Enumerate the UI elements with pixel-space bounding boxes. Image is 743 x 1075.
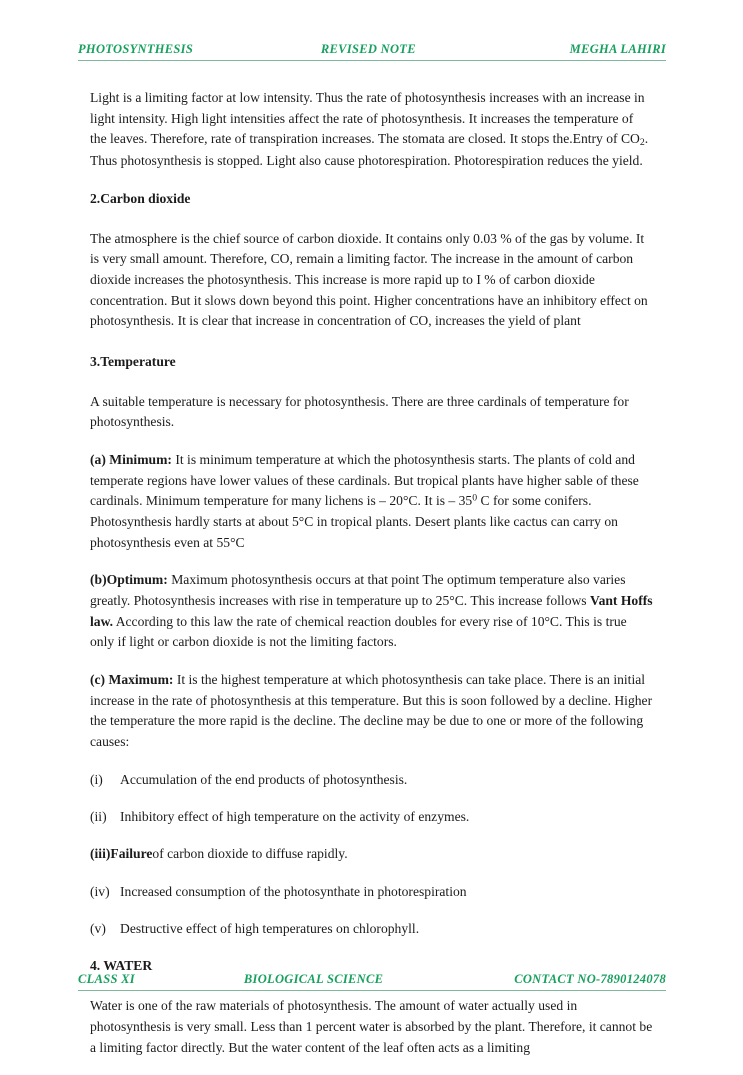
header-center-title: REVISED NOTE (320, 42, 416, 56)
footer-contact: CONTACT NO-7890124078 (514, 972, 666, 986)
paragraph-carbon-dioxide: The atmosphere is the chief source of carbon dioxide. It contains only 0.03 % of the gas by volume. It is very small amount. Therefore, CO, remain a limiting factor. The increase in the amount of carbon dioxide increases the photosynthesis. This increase is more rapid up to I % of carbon dioxide concentration. But it slows down beyond this point. Higher concentrations have an inhibitory effect on photosynthesis. It is clear that increase in concentration of CO, increases the yield of plant (90, 230, 648, 329)
list-item (90, 770, 653, 790)
list-item-text: Inhibitory effect of high temperature on the activity of enzymes. (120, 808, 470, 824)
paragraph-maximum (90, 670, 653, 753)
paragraph-temperature-intro: A suitable temperature is necessary for photosynthesis. There are three cardinals of temperature for photosynthesis. (90, 393, 629, 430)
vant-hoffs-law-emphasis: Vant Hoffs law. (90, 592, 653, 629)
causes-list (90, 770, 653, 940)
optimum-text-part1: Maximum photosynthesis occurs at that point The optimum temperature also varies greatly. Photosynthesis increases with rise in temperature up to 25°C. This increase follows (90, 572, 626, 608)
list-item-text: of carbon dioxide to diffuse rapidly. (152, 846, 348, 862)
header-left-title: PHOTOSYNTHESIS (78, 42, 194, 56)
maximum-text: It is the highest temperature at which photosynthesis can take place. There is an initial increase in the rate of photosynthesis at this temperature. But this is soon followed by a decline. Higher the temperature the more rapid is the decline. The decline may be due to one or more of the following causes: (90, 671, 653, 749)
document-body (90, 88, 653, 1075)
co2-subscript: 2 (639, 137, 645, 149)
paragraph-light-part1: Light is a limiting factor at low intensity. Thus the rate of photosynthesis increases with an increase in light intensity. High light intensities affect the rate of photosynthesis. It increases the temperature of the leaves. Therefore, rate of transpiration increases. The stomata are closed. It stops the.Entry of CO (90, 90, 645, 147)
list-item (90, 844, 653, 864)
page-footer (78, 972, 666, 991)
heading-carbon-dioxide: 2.Carbon dioxide (90, 191, 191, 206)
list-item-text: Destructive effect of high temperatures on chlorophyll. (120, 921, 420, 937)
paragraph-minimum (90, 450, 653, 553)
paragraph-light-limiting-factor (90, 88, 653, 172)
header-right-author: MEGHA LAHIRI (569, 42, 666, 56)
list-item (90, 807, 653, 827)
list-item-text: Increased consumption of the photosynthate in photorespiration (120, 883, 467, 899)
paragraph-light-part2: . Thus photosynthesis is stopped. Light also cause photorespiration. Photorespiration reduces the yield. (90, 131, 649, 169)
list-item-marker: (v) (90, 921, 106, 937)
degree-superscript: 0 (472, 492, 478, 504)
list-item-marker: (iii)Failure (90, 846, 153, 862)
page-header (78, 42, 666, 61)
list-item-marker: (ii) (90, 808, 107, 824)
heading-water: 4. WATER (90, 958, 153, 974)
heading-temperature: 3.Temperature (90, 353, 176, 369)
minimum-label: (a) Minimum: (90, 452, 172, 467)
list-item-marker: (iv) (90, 883, 110, 899)
optimum-label: (b)Optimum: (90, 572, 168, 588)
footer-subject: BIOLOGICAL SCIENCE (243, 972, 384, 986)
list-item (90, 919, 653, 939)
maximum-label: (c) Maximum: (90, 671, 174, 687)
paragraph-optimum (90, 570, 653, 653)
footer-class: CLASS XI (78, 972, 135, 986)
optimum-text-part2: According to this law the rate of chemical reaction doubles for every rise of 10°C. This is true only if light or carbon dioxide is not the limiting factors. (90, 613, 627, 650)
list-item-marker: (i) (90, 771, 103, 787)
list-item-text: Accumulation of the end products of photosynthesis. (120, 771, 408, 787)
minimum-text-part1: It is minimum temperature at which the photosynthesis starts. The plants of cold and temperate regions have lower values of these cardinals. But tropical plants have higher sable of these cardinals. Minimum temperature for many lichens is – 20°C. It is – 35 (90, 452, 639, 509)
minimum-text-part2: C for some conifers. Photosynthesis hardly starts at about 5°C in tropical plants. Desert plants like cactus can carry on photosynthesis even at 55°C (90, 493, 618, 550)
list-item (90, 882, 653, 902)
paragraph-water: Water is one of the raw materials of photosynthesis. The amount of water actually used in photosynthesis is very small. Less than 1 percent water is absorbed by the plant. Therefore, it cannot be a limiting factor directly. But the water content of the leaf often acts as a limiting (90, 998, 653, 1055)
